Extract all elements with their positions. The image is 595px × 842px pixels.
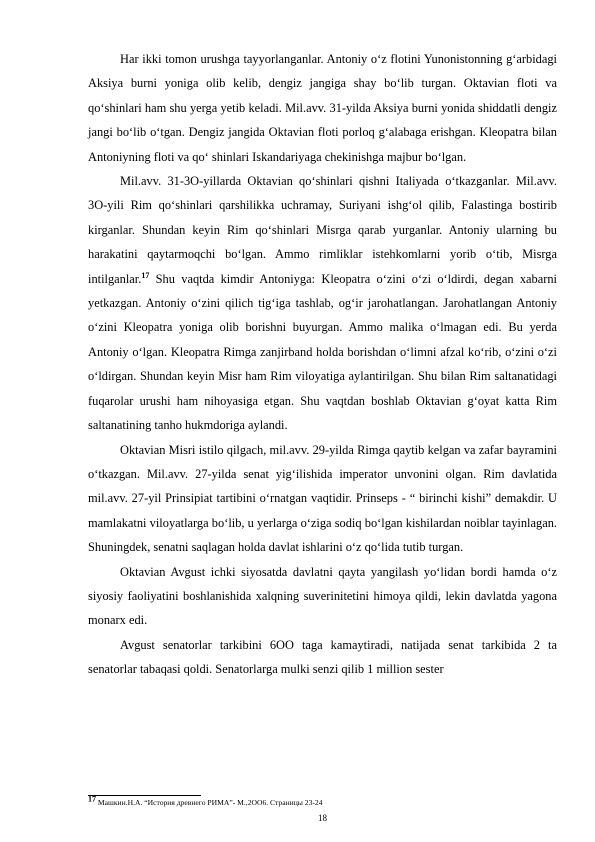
paragraph-4: Oktavian Avgust ichki siyosatda davlatni qayta yangilash yo‘lidan bordi hamda o‘z siyosiy faoliyatini boshlanishida xalqning suverinitetini himoya qildi, lekin davlatda yagona monarx edi. bbox=[88, 564, 557, 628]
footnote-text: Машкин.Н.А. “История древнего РИМА”- М.,2ОО6. Страницы 23-24 bbox=[96, 798, 323, 807]
paragraph-2 bbox=[88, 169, 557, 437]
paragraph-3: Oktavian Misri istilo qilgach, mil.avv. 29-yilda Rimga qaytib kelgan va zafar bayramini o‘tkazgan. Mil.avv. 27-yilda senat yig‘ilishida imperator unvonini olgan. Rim davlatida mil.avv. 27-yil Prinsipiat tartibini o‘rnatgan vaqtidir. Prinseps - “ birinchi kishi” demakdir. U mamlakatni viloyatlarga bo‘lib, u yerlarga o‘ziga sodiq bo‘lgan kishilardan noiblar tayinlagan. Shuningdek, senatni saqlagan holda davlat ishlarini o‘z qo‘lida tutib turgan. bbox=[88, 442, 557, 555]
paragraph-2-text-after: Shu vaqtda kimdir Antoniyga: Kleopatra o‘zini o‘zi o‘ldirdi, degan xabarni yetkazgan. Antoniy o‘zini qilich tig‘iga tashlab, og‘ir jarohatlangan. Jarohatlangan Antoniy o‘zini Kleopatra yoniga olib borishni buyurgan. Ammo malika o‘lmagan edi. Bu yerda Antoniy o‘lgan. Kleopatra Rimga zanjirband holda borishdan o‘limni afzal ko‘rib, o‘zini o‘zi o‘ldirgan. Shundan keyin Misr ham Rim viloyatiga aylantirilgan. Shu bilan Rim saltanatidagi fuqarolar urushi ham nihoyasiga etgan. Shu vaqtdan boshlab Oktavian g‘oyat katta Rim saltanatining tanho hukmdoriga aylandi. bbox=[88, 271, 557, 433]
paragraph-2-text-before: Mil.avv. 31-3O-yillarda Oktavian qo‘shinlari qishni Italiyada o‘tkazganlar. Mil.avv. 3O-yili Rim qo‘shinlari qarshilikka uchramay, Suriyani ishg‘ol qilib, Falastinga bostirib kirganlar. Shundan keyin Rim qo‘shinlari Misrga qarab yurganlar. Antoniy ularning bu harakatini qaytarmoqchi bo‘lgan. Ammo rimliklar istehkomlarni yorib o‘tib, Misrga intilganlar. bbox=[88, 174, 557, 286]
paragraph-1: Har ikki tomon urushga tayyorlanganlar. Antoniy o‘z flotini Yunonistonning g‘arbidagi Aksiya burni yoniga olib kelib, dengiz jangiga shay bo‘lib turgan. Oktavian floti va qo‘shinlari ham shu yerga yetib keladi. Mil.avv. 31-yilda Aksiya burni yonida shiddatli dengiz jangi bo‘lib o‘tgan. Dengiz jangida Oktavian floti porloq g‘alabaga erishgan. Kleopatra bilan Antoniyning floti va qo‘ shinlari Iskandariyaga chekinishga majbur bo‘lgan. bbox=[88, 52, 557, 164]
page-number: 18 bbox=[318, 813, 327, 823]
paragraph-5: Avgust senatorlar tarkibini 6OO taga kamaytiradi, natijada senat tarkibida 2 ta senatorlar tabaqasi qoldi. Senatorlarga mulki senzi qilib 1 million sester bbox=[88, 637, 557, 677]
footnote bbox=[88, 794, 557, 808]
footnote-number: 17 bbox=[88, 794, 96, 804]
body-text bbox=[88, 47, 557, 682]
footnote-divider bbox=[88, 795, 201, 796]
footnote-ref-17[interactable]: 17 bbox=[141, 270, 150, 280]
